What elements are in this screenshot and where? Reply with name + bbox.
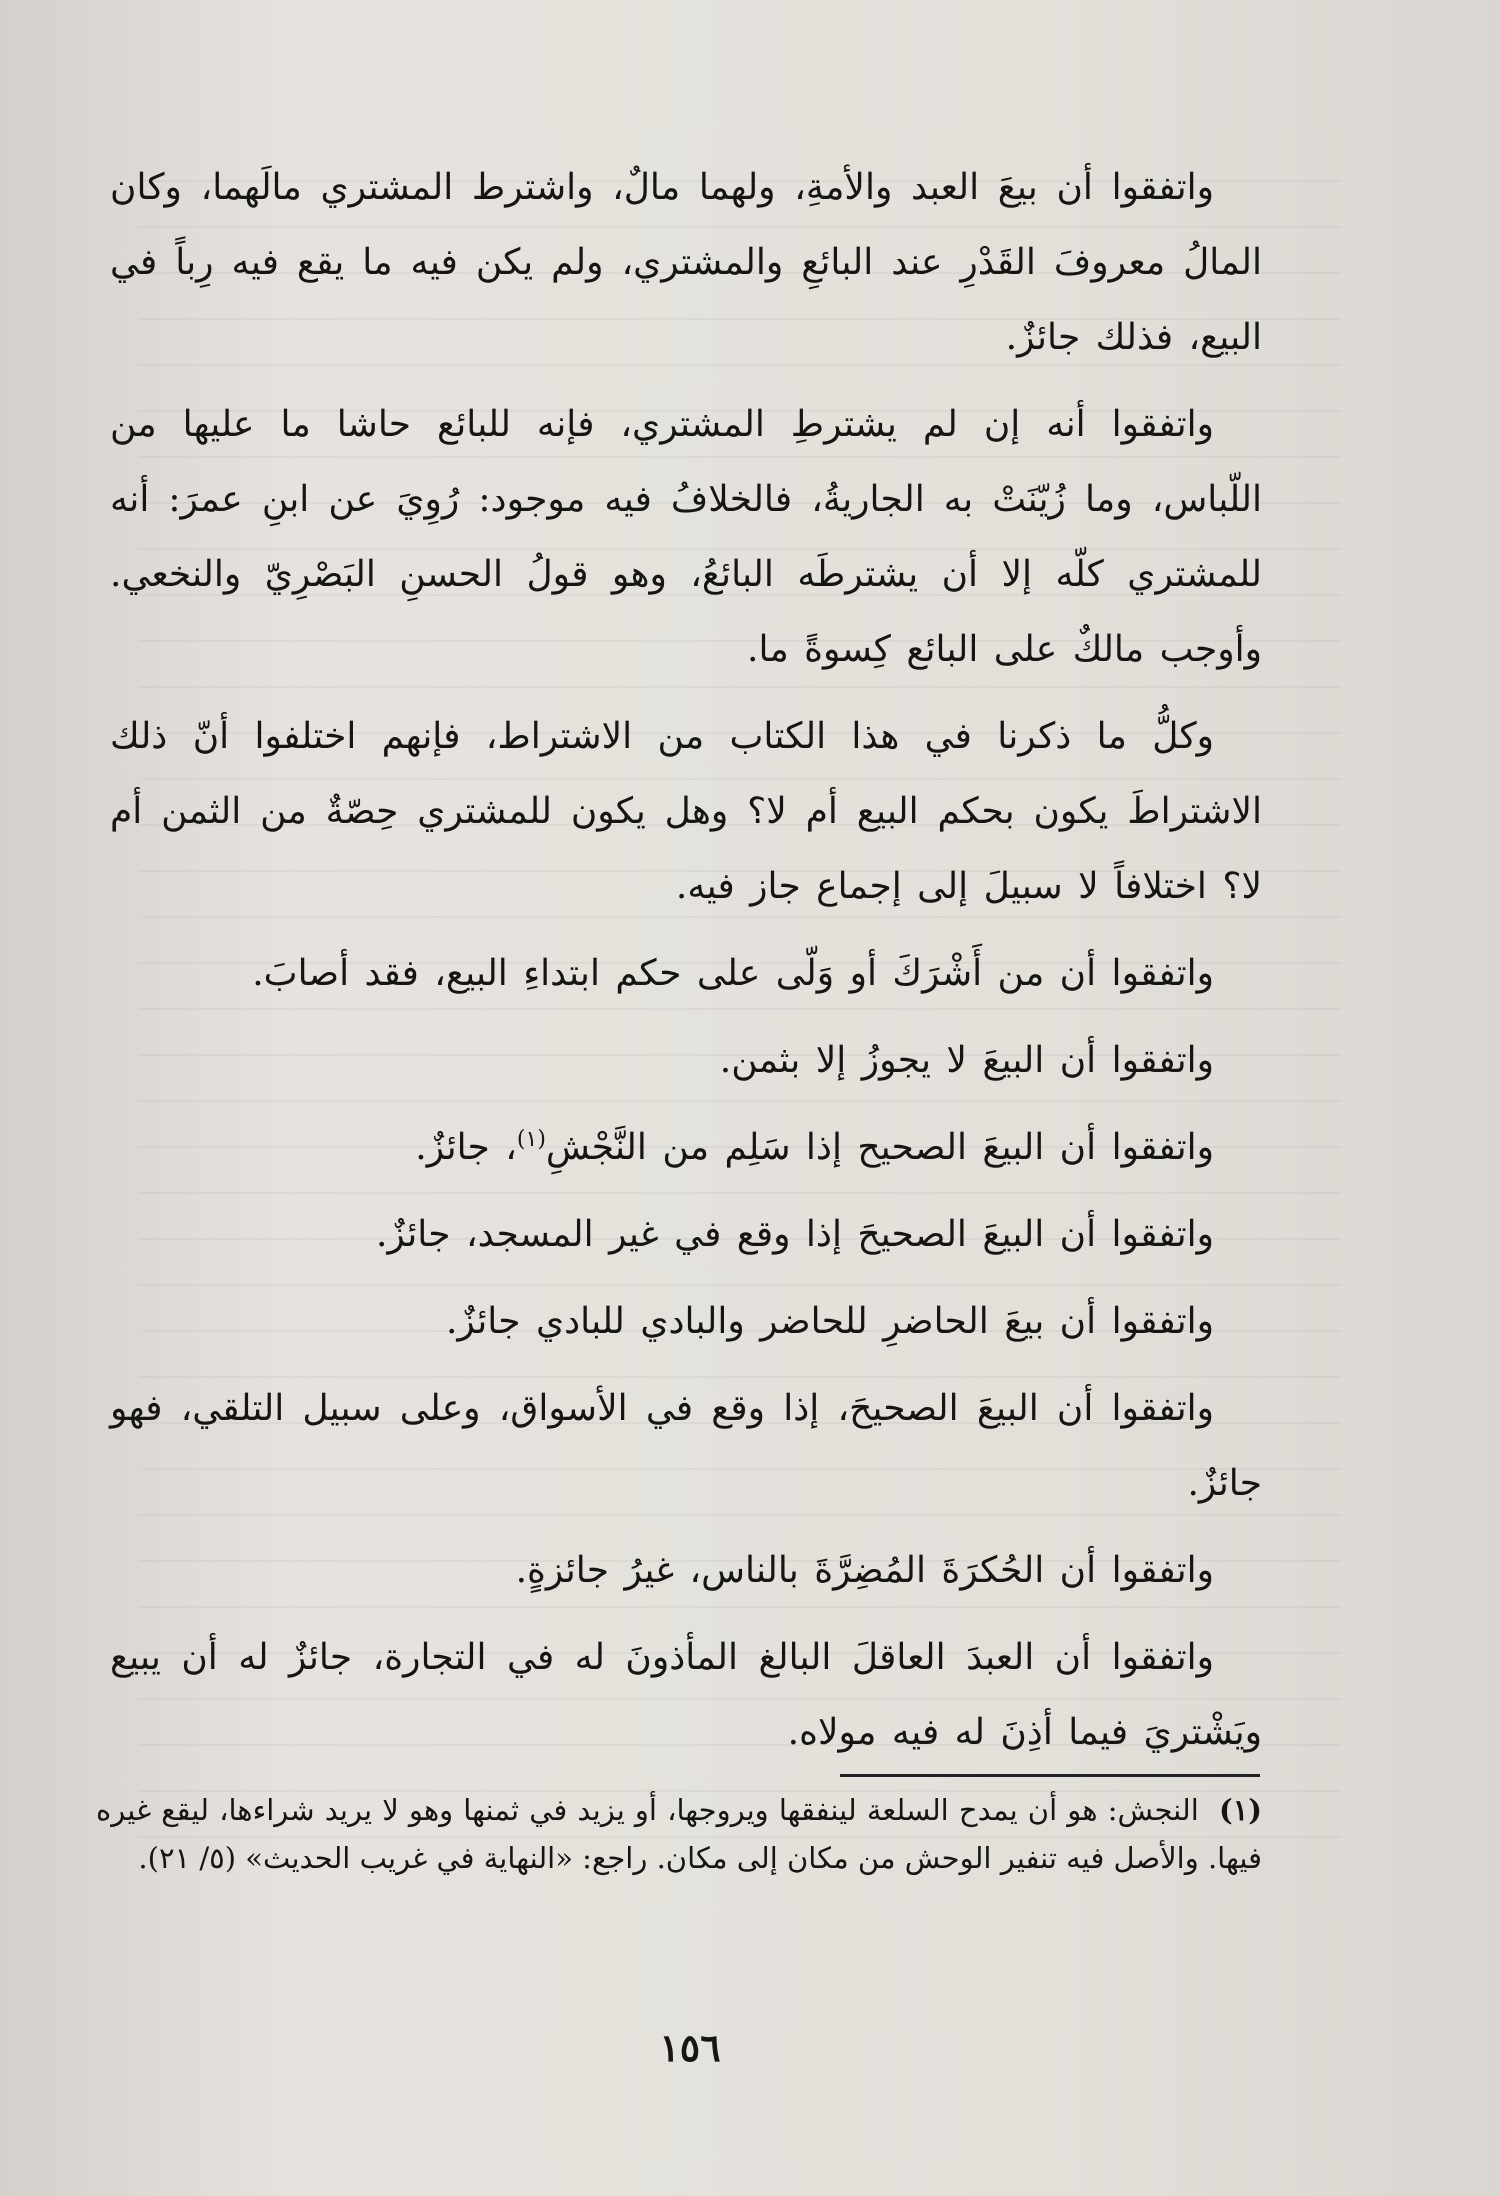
paragraph-7: واتفقوا أن البيعَ الصحيحَ إذا وقع في غير المسجد، جائزٌ. [375, 1214, 1214, 1255]
paragraph-6-before: واتفقوا أن البيعَ الصحيح إذا سَلِم من النَّجْشِ [545, 1127, 1214, 1168]
footnote-reference-mark: (١) [516, 1127, 546, 1152]
paragraph-6 [110, 1110, 1262, 1185]
main-text [110, 150, 1262, 1782]
footnote-marker: (١) [1218, 1793, 1262, 1827]
paragraph-9: واتفقوا أن البيعَ الصحيحَ، إذا وقع في الأسواق، وعلى سبيل التلقي، فهو جائزٌ. [110, 1388, 1262, 1504]
paragraph-3: وكلُّ ما ذكرنا في هذا الكتاب من الاشتراط، فإنهم اختلفوا أنّ ذلك الاشتراطَ يكون بحكم البيع أم لا؟ وهل يكون للمشتري حِصّةٌ من الثمن أم لا؟ اختلافاً لا سبيلَ إلى إجماع جاز فيه. [110, 716, 1262, 907]
paragraph-10: واتفقوا أن الحُكرَةَ المُضِرَّةَ بالناس، غيرُ جائزةٍ. [515, 1550, 1214, 1591]
paragraph-8: واتفقوا أن بيعَ الحاضرِ للحاضر والبادي للبادي جائزٌ. [445, 1301, 1214, 1342]
paragraph-11: واتفقوا أن العبدَ العاقلَ البالغ المأذونَ له في التجارة، جائزٌ له أن يبيع ويَشْتريَ فيما أذِنَ له فيه مولاه. [110, 1637, 1262, 1753]
paragraph-2: واتفقوا أنه إن لم يشترطِ المشتري، فإنه للبائع حاشا ما عليها من اللّباس، وما زُيّنَتْ به الجاريةُ، فالخلافُ فيه موجود: رُوِيَ عن ابنِ عمرَ: أنه للمشتري كلّه إلا أن يشترطَه البائعُ، وهو قولُ الحسنِ البَصْرِيّ والنخعي. وأوجب مالكٌ على البائع كِسوةً ما. [110, 404, 1262, 670]
footnote [96, 1786, 1262, 1882]
paragraph-4: واتفقوا أن من أَشْرَكَ أو وَلّى على حكم ابتداءِ البيع، فقد أصابَ. [252, 953, 1214, 994]
footnote-divider [840, 1774, 1260, 1777]
footnote-text: النجش: هو أن يمدح السلعة لينفقها ويروجها، أو يزيد في ثمنها وهو لا يريد شراءها، ليقع غيره فيها. والأصل فيه تنفير الوحش من مكان إلى مكان. راجع: «النهاية في غريب الحديث» (٥/ ٢١). [96, 1793, 1262, 1875]
paragraph-1: واتفقوا أن بيعَ العبد والأمةِ، ولهما مالٌ، واشترط المشتري مالَهما، وكان المالُ معروفَ القَدْرِ عند البائعِ والمشتري، ولم يكن فيه ما يقع فيه رِباً في البيع، فذلك جائزٌ. [110, 167, 1262, 358]
page-number: ١٥٦ [659, 2025, 721, 2070]
paragraph-6-after: ، جائزٌ. [415, 1127, 517, 1168]
paragraph-5: واتفقوا أن البيعَ لا يجوزُ إلا بثمن. [719, 1040, 1214, 1081]
